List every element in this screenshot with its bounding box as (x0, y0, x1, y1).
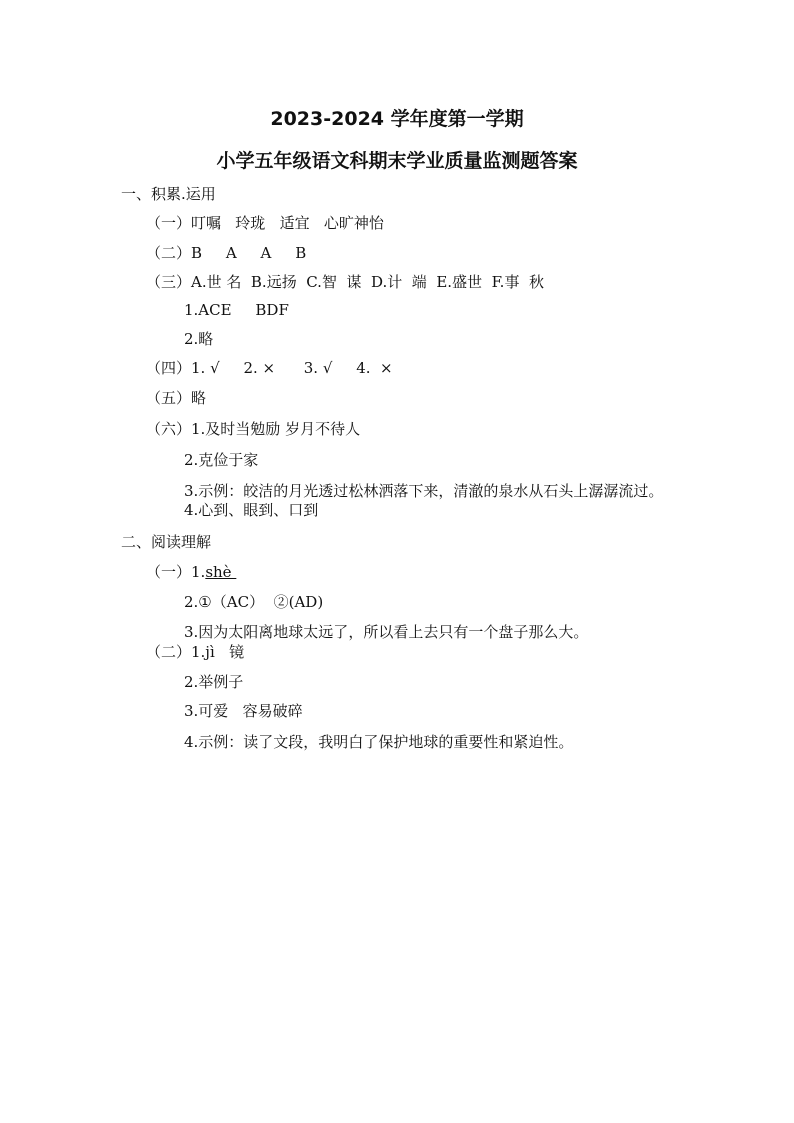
answer-1-6-3: 3.示例：皎洁的月光透过松林洒落下来，清澈的泉水从石头上潺潺流过。 (184, 482, 664, 500)
answer-1-1: （一）叮嘱 玲珑 适宜 心旷神怡 (146, 214, 384, 232)
answer-1-5: （五）略 (146, 389, 207, 407)
answer-2-2-1: （二）1.jì 镜 (146, 643, 245, 661)
answer-1-4: （四）1. √ 2. × 3. √ 4. × (146, 359, 393, 377)
section-heading-accumulation: 一、积累.运用 (121, 185, 216, 203)
document-title: 小学五年级语文科期末学业质量监测题答案 (216, 150, 578, 172)
answer-1-2: （二）B A A B (146, 244, 307, 262)
section-heading-reading: 二、阅读理解 (121, 533, 212, 551)
answer-2-2-4: 4.示例：读了文段，我明白了保护地球的重要性和紧迫性。 (184, 733, 574, 751)
answer-1-6-1: （六）1.及时当勉励 岁月不待人 (146, 420, 361, 438)
answer-1-3-1: 1.ACE BDF (184, 301, 289, 319)
answer-1-3: （三）A.世 名 B.远扬 C.智 谋 D.计 端 E.盛世 F.事 秋 (146, 273, 544, 291)
answer-1-3-2: 2.略 (184, 330, 214, 348)
answer-2-1-1-prefix: （一）1. (146, 563, 206, 581)
answer-2-2-2: 2.举例子 (184, 673, 244, 691)
pinyin-answer: shè (205, 563, 237, 581)
answer-1-6-4: 4.心到、眼到、口到 (184, 501, 319, 519)
answer-2-2-3: 3.可爱 容易破碎 (184, 702, 303, 720)
document-title-year: 2023-2024 学年度第一学期 (270, 108, 524, 130)
answer-1-6-2: 2.克俭于家 (184, 451, 259, 469)
answer-2-1-1 (146, 562, 236, 582)
answer-2-1-2: 2.①（AC） ②(AD) (184, 593, 324, 611)
answer-2-1-3: 3.因为太阳离地球太远了，所以看上去只有一个盘子那么大。 (184, 623, 589, 641)
